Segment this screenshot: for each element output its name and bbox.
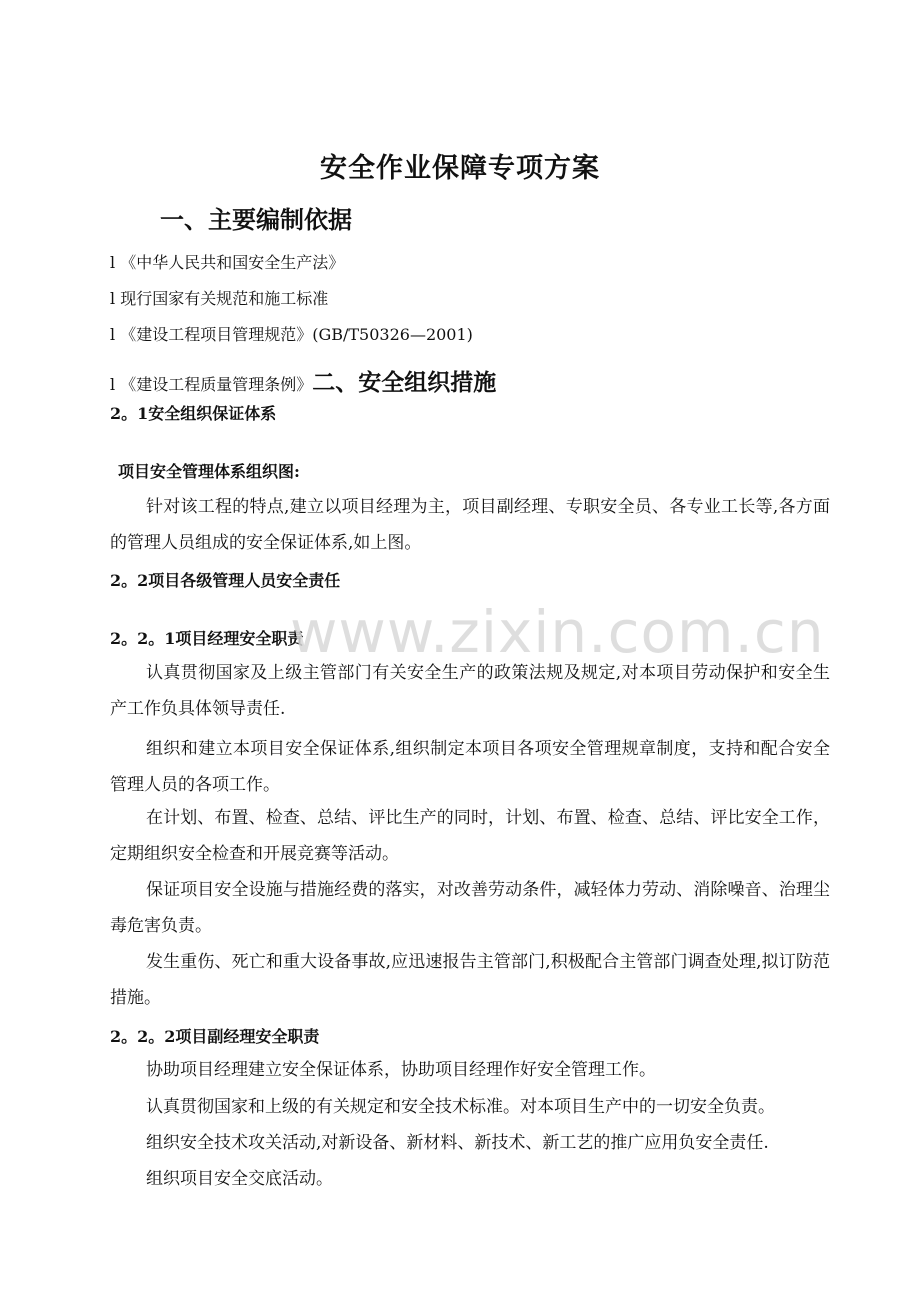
deputy-duty-paragraph: 协助项目经理建立安全保证体系，协助项目经理作好安全管理工作。 xyxy=(146,1060,656,1080)
deputy-duty-paragraph: 认真贯彻国家和上级的有关规定和安全技术标准。对本项目生产中的一切安全负责。 xyxy=(146,1097,775,1117)
basis-item: l 《建设工程项目管理规范》(GB/T50326—2001) xyxy=(110,325,473,344)
subsection-heading-2-2-2: 2。2。2项目副经理安全职责 xyxy=(110,1027,320,1046)
basis-item: l 《建设工程质量管理条例》 xyxy=(110,375,313,394)
pm-duty-paragraph: 认真贯彻国家及上级主管部门有关安全生产的政策法规及规定,对本项目劳动保护和安全生产工作负具体领导责任. xyxy=(110,663,830,719)
pm-duty-paragraph: 组织和建立本项目安全保证体系,组织制定本项目各项安全管理规章制度，支持和配合安全管理人员的各项工作。 xyxy=(110,739,830,795)
pm-duty-paragraph: 发生重伤、死亡和重大设备事故,应迅速报告主管部门,积极配合主管部门调查处理,拟订防范措施。 xyxy=(110,952,830,1008)
pm-duty-paragraph: 保证项目安全设施与措施经费的落实，对改善劳动条件，减轻体力劳动、消除噪音、治理尘毒危害负责。 xyxy=(110,880,830,936)
subsection-heading-2-2-1: 2。2。1项目经理安全职责 xyxy=(110,629,304,648)
section-heading-organization: 二、安全组织措施 xyxy=(312,369,497,396)
section-heading-basis: 一、主要编制依据 xyxy=(160,205,352,234)
deputy-duty-paragraph: 组织项目安全交底活动。 xyxy=(146,1169,333,1189)
deputy-duty-paragraph: 组织安全技术攻关活动,对新设备、新材料、新技术、新工艺的推广应用负安全责任. xyxy=(146,1133,769,1153)
site-watermark: www.zixin.com.cn xyxy=(290,598,825,666)
subsection-heading-2-1: 2。1安全组织保证体系 xyxy=(110,404,277,423)
org-paragraph: 针对该工程的特点,建立以项目经理为主，项目副经理、专职安全员、各专业工长等,各方面的管理人员组成的安全保证体系,如上图。 xyxy=(110,497,830,553)
basis-item: l 《中华人民共和国安全生产法》 xyxy=(110,253,345,272)
org-chart-label: 项目安全管理体系组织图: xyxy=(118,462,300,481)
basis-item-with-heading xyxy=(110,364,496,397)
document-title: 安全作业保障专项方案 xyxy=(320,153,600,184)
pm-duty-paragraph: 在计划、布置、检查、总结、评比生产的同时，计划、布置、检查、总结、评比安全工作，定期组织安全检查和开展竞赛等活动。 xyxy=(110,808,830,864)
basis-item: l 现行国家有关规范和施工标准 xyxy=(110,289,329,308)
subsection-heading-2-2: 2。2项目各级管理人员安全责任 xyxy=(110,571,341,590)
